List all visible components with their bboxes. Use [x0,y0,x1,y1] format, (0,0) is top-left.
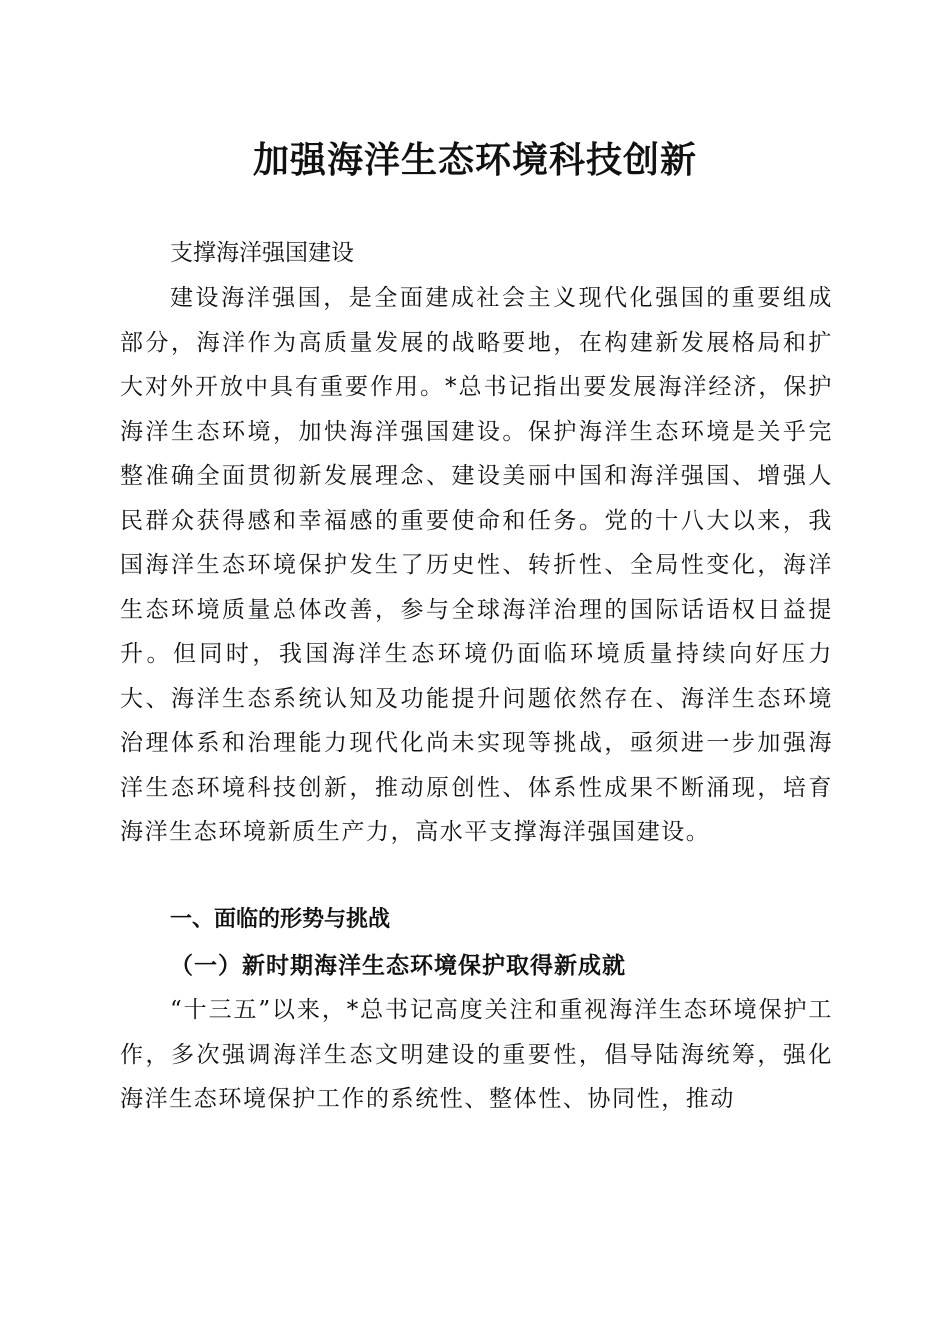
subsection-heading: （一）新时期海洋生态环境保护取得新成就 [170,952,626,979]
section-heading: 一、面临的形势与挑战 [170,907,391,932]
document-title: 加强海洋生态环境科技创新 [252,139,697,181]
intro-paragraph: 建设海洋强国，是全面建成社会主义现代化强国的重要组成部分，海洋作为高质量发展的战略要地，在构建新发展格局和扩大对外开放中具有重要作用。*总书记指出要发展海洋经济，保护海洋生态环境，加快海洋强国建设。保护海洋生态环境是关乎完整准确全面贯彻新发展理念、建设美丽中国和海洋强国、增强人民群众获得感和幸福感的重要使命和任务。党的十八大以来，我国海洋生态环境保护发生了历史性、转折性、全局性变化，海洋生态环境质量总体改善，参与全球海洋治理的国际话语权日益提升。但同时，我国海洋生态环境仍面临环境质量持续向好压力大、海洋生态系统认知及功能提升问题依然存在、海洋生态环境治理体系和治理能力现代化尚未实现等挑战，亟须进一步加强海洋生态环境科技创新，推动原创性、体系性成果不断涌现，培育海洋生态环境新质生产力，高水平支撑海洋强国建设。 [120,285,833,845]
body-paragraph: “十三五”以来，*总书记高度关注和重视海洋生态环境保护工作，多次强调海洋生态文明建设的重要性，倡导陆海统筹，强化海洋生态环境保护工作的系统性、整体性、协同性，推动 [120,997,833,1112]
document-subtitle: 支撑海洋强国建设 [170,240,354,266]
